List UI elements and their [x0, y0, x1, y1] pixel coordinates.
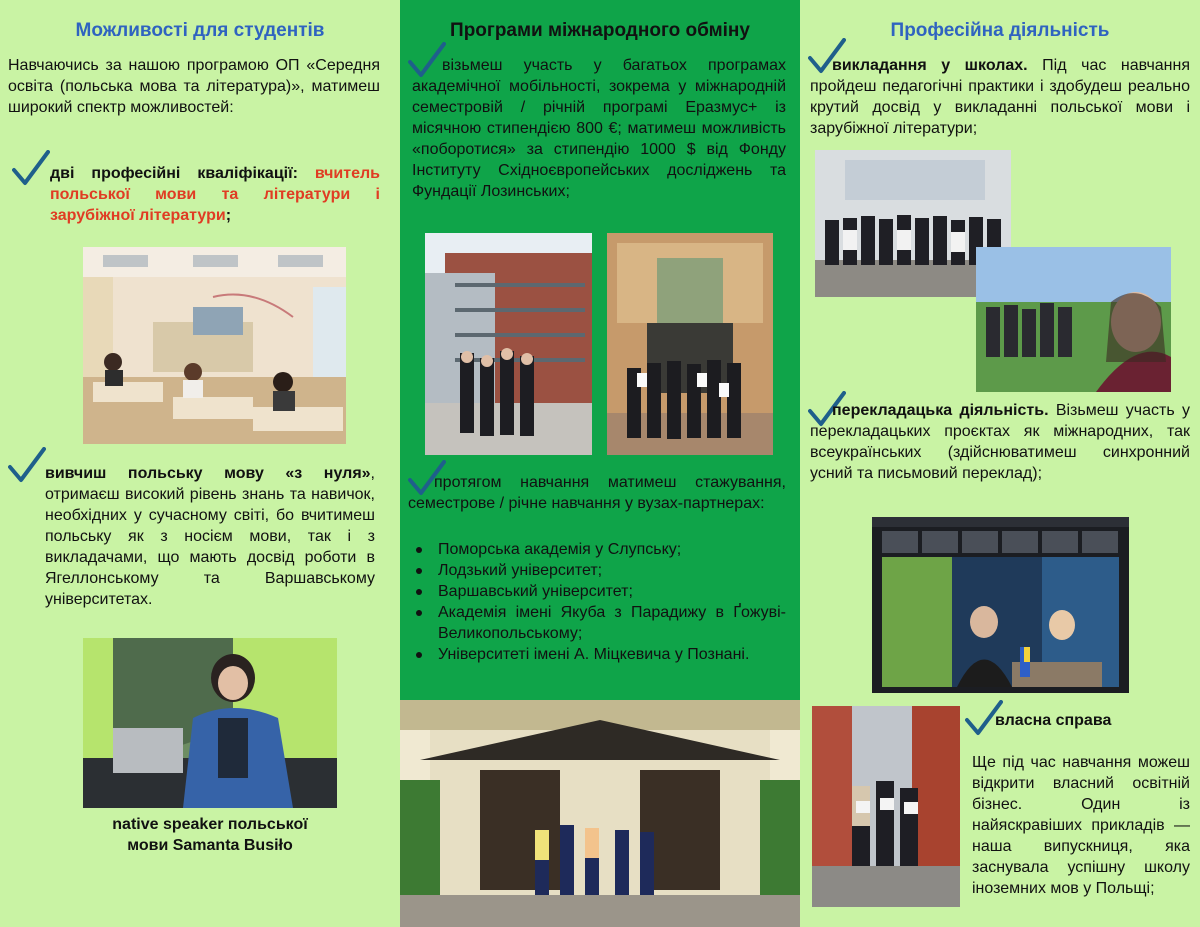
learn-polish-text: [45, 463, 375, 610]
speaker-caption-line1: native speaker польської: [112, 816, 308, 833]
partner-item: Поморська академія у Слупську;: [438, 539, 786, 560]
checkmark-icon: [8, 447, 46, 483]
erasmus-text: візьмеш участь у багатьох програмах академічної мобільності, зокрема у міжнародній семестровій / річній програмі Еразмус+ із місячною стипендією 800 €; матимеш можливість «поборотися» за стипендію 1000 $ від Фонду Інституту Східноєвропейських досліджень та Фундації Лозинських;: [412, 57, 786, 200]
speaker-caption-line2: мови Samanta Busiło: [127, 837, 293, 854]
university-building-photo: [425, 233, 592, 455]
group-diplomas-photo: [607, 233, 773, 455]
teaching-description: Під час навчання пройдеш педагогічні практики і здобудеш реально крутий досвід у викладанні польської мови і зарубіжної літератури;: [810, 57, 1191, 137]
column-career: [800, 0, 1200, 927]
qualifications-value: вчитель польської мови та літератури і зарубіжної літератури: [50, 165, 380, 224]
learn-polish-label: вивчиш польську мову «з нуля»: [45, 465, 371, 482]
learn-polish-description: , отримаєш високий рівень знань та навичок, необхідних у сучасному світі, бо вчитимеш польську як з носієм мови, так і з викладачами, що мають досвід роботи в Ягеллонському та Варшавському університетах.: [45, 465, 375, 608]
students-selfie-photo: [976, 247, 1171, 392]
speaker-photo: [83, 638, 337, 808]
graduates-photo: [812, 706, 960, 907]
partner-item: Варшавський університет;: [438, 581, 786, 602]
exchange-title: Програми міжнародного обміну: [450, 20, 750, 41]
university-entrance-photo: [400, 700, 800, 927]
speaker-caption: [83, 814, 337, 856]
checkmark-icon: [12, 150, 50, 186]
partner-item: Лодзький університет;: [438, 560, 786, 581]
own-business-text: Ще під час навчання можеш відкрити власний освітній бізнес. Один із найяскравіших прикладів — наша випускниця, яка заснувала успішну школу іноземних мов у Польщі;: [972, 754, 1190, 897]
career-title: Професійна діяльність: [890, 20, 1110, 41]
teaching-text: [810, 55, 1190, 139]
translation-text: [810, 400, 1190, 484]
own-business-label: власна справа: [995, 712, 1112, 729]
students-intro: Навчаючись за нашою програмою ОП «Середня освіта (польська мова та література)», матимеш широкий спектр можливостей:: [8, 57, 380, 116]
translation-description: Візьмеш участь у перекладацьких проєктах як міжнародних, так всеукраїнських (здійснюватимеш синхронний усний та письмовий переклад);: [810, 402, 1190, 482]
column-students: [0, 0, 400, 927]
qualifications-label: дві професійні кваліфікації:: [50, 165, 298, 182]
column-exchange: [400, 0, 800, 927]
internship-text: протягом навчання матимеш стажування, семестрове / річне навчання у вузах-партнерах:: [408, 474, 786, 512]
classroom-photo: [83, 247, 346, 444]
qualifications-end: ;: [225, 207, 232, 224]
partner-universities-list: [408, 539, 786, 665]
online-translation-screenshot: [872, 517, 1129, 693]
translation-label: перекладацька діяльність.: [832, 402, 1049, 419]
students-title: Можливості для студентів: [75, 20, 325, 41]
partner-item: Академія імені Якуба з Парадижу в Ґожуві-Великопольському;: [438, 604, 786, 642]
teaching-label: викладання у школах.: [832, 57, 1028, 74]
partner-item: Університеті імені А. Міцкевича у Познані.: [438, 644, 786, 665]
qualifications-text: [50, 163, 380, 226]
